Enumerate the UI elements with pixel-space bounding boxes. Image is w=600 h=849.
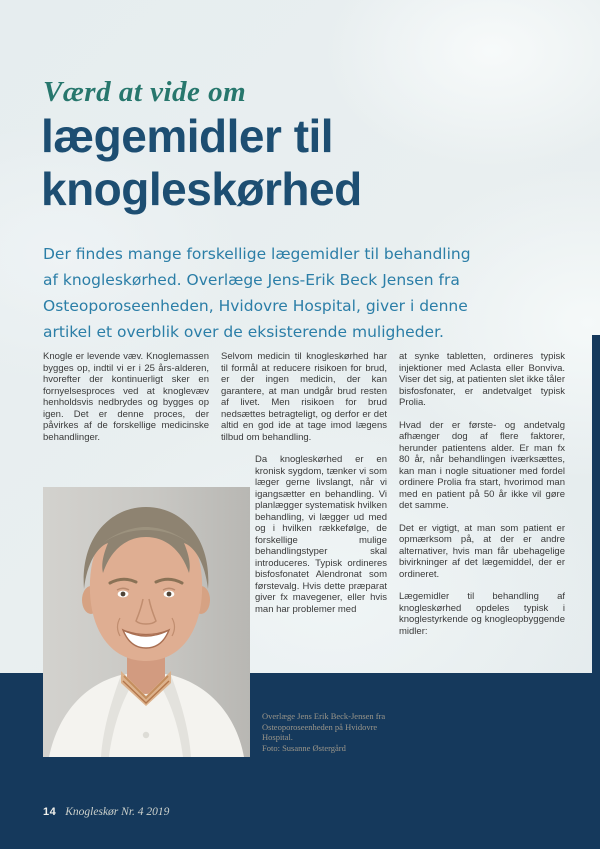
article-title-line2: knogleskørhed [41,163,362,215]
photo-caption-credit: Foto: Susanne Østergård [262,742,346,753]
body-paragraph: Hvad der er første- og andetvalg afhænger dog af flere faktorer, herunder patientens alder. Er man fx 80 år, når behandlingen iværksættes, kan man i nogle situationer med fordel ordinere Prolia fra start, hvorimod man med en patient på 50 år ikke vil gøre det samme. [399,419,565,511]
page-number: 14 [43,806,57,818]
body-paragraph: at synke tabletten, ordineres typisk injektioner med Aclasta eller Bonviva. Viser det sig, at patienten slet ikke tåler bisfosfonater, er andetvalget typisk Prolia. [399,351,565,408]
article-title [41,110,561,216]
doctor-photo [43,487,250,757]
text-column-3 [399,351,565,673]
photo-caption [262,711,410,753]
right-accent-bar [592,335,600,673]
page-footer [43,806,169,818]
article-intro: Der findes mange forskellige lægemidler til behandling af knogleskørhed. Overlæge Jens-Erik Beck Jensen fra Osteoporoseenheden, Hvidovre Hospital, giver i denne artikel et overblik over de eksisterende muligheder. [43,245,471,341]
article-kicker: Værd at vide om [43,76,247,108]
doctor-portrait-illustration [43,487,250,757]
body-paragraph: Da knogleskørhed er en kronisk sygdom, tænker vi som læger gerne livslangt, når vi igangsætter en behandling. Vi planlægger systematisk hvilken behandling, vi lægger ud med og i hvilken rækkefølge, de forskellige mulige behandlingstyper skal introduceres. Typisk ordineres bisfosfonatet Alendronat som førstevalg. Hvis dette præparat giver fx mavegener, eller hvis man har problemer med [255,454,388,615]
photo-caption-text: Overlæge Jens Erik Beck-Jensen fra Osteoporoseenheden på Hvidovre Hospital. [262,711,386,742]
body-paragraph: Knogle er levende væv. Knoglemassen bygges op, indtil vi er i 25 års-alderen, hvorefter der kontinuerligt sker en fornyelsesproces ved at knoglevæv henholdsvis nedbrydes og bygges op igen. Det er denne proces, der påvirkes af de forskellige medicinske behandlinger. [43,351,209,443]
article-title-line1: lægemidler til [41,110,334,162]
body-paragraph: Det er vigtigt, at man som patient er opmærksom på, at der er andre alternativer, hvis man får ubehagelige bivirkninger af det lægemiddel, der er ordineret. [399,522,565,580]
body-paragraph: Selvom medicin til knogleskørhed har til formål at reducere risikoen for brud, er der ingen medicin, der kan garantere, at man undgår brud resten af livet. Men risikoen for brud nedsættes betragteligt, og derfor er det altid en god ide at tage imod lægens tilbud om behandling. [221,351,387,443]
publication-title: Knogleskør Nr. 4 2019 [65,806,170,818]
body-paragraph: Lægemidler til behandling af knogleskørhed opdeles typisk i knoglestyrkende og knogleopbyggende midler: [399,591,565,637]
